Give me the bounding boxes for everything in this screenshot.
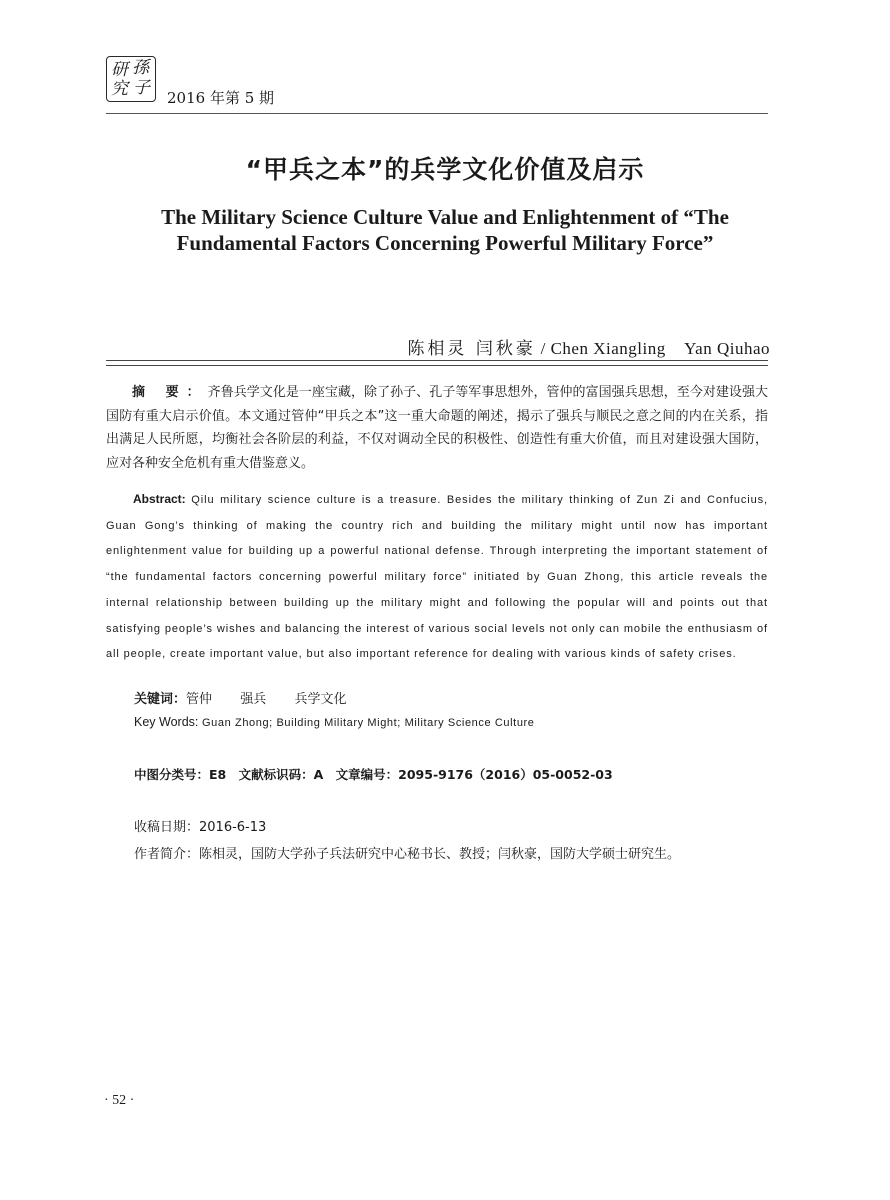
logo-char: 子 [133,78,150,98]
keywords-english [134,715,535,729]
keywords-english-label: Key Words: [134,715,199,729]
authors-separator: / [535,339,551,358]
logo-char: 孫 [132,58,149,78]
title-chinese: “甲兵之本”的兵学文化价值及启示 [245,155,645,184]
logo-char: 研 [111,60,128,80]
title-english-line-1: The Military Science Culture Value and Enlightenment of “The [161,205,729,229]
author-divider-top [106,360,768,361]
abstract-chinese [106,381,768,475]
abstract-chinese-text: 齐鲁兵学文化是一座宝藏，除了孙子、孔子等军事思想外，管仲的富国强兵思想，至今对建设强大国防有重大启示价值。本文通过管仲“甲兵之本”这一重大命题的阐述，揭示了强兵与顺民之意之间的内在关系，指出满足人民所愿，均衡社会各阶层的利益，不仅对调动全民的积极性、创造性有重大价值，而且对建设强大国防，应对各种安全危机有重大借鉴意义。 [106,385,768,471]
keywords-chinese-values: 管仲 强兵 兵学文化 [186,692,347,707]
author-bio: 作者简介：陈相灵，国防大学孙子兵法研究中心秘书长、教授；闫秋豪，国防大学硕士研究生。 [134,847,681,862]
abstract-chinese-label: 摘 要： [132,385,208,400]
authors [407,334,770,359]
keywords-chinese [134,688,347,707]
received-date: 收稿日期：2016-6-13 [134,820,267,835]
abstract-english [106,487,768,668]
journal-issue: 2016 年第 5 期 [167,89,275,107]
authors-chinese: 陈相灵 闫秋豪 [407,339,536,359]
logo-char: 究 [111,79,128,99]
title-english [0,204,890,256]
document-code: 文献标识码：A [238,767,324,782]
article-number: 文章编号：2095-9176（2016）05-0052-03 [335,767,613,782]
classification-line [134,765,621,783]
authors-english: Chen Xiangling Yan Qiuhao [550,339,770,358]
keywords-chinese-label: 关键词： [134,692,187,707]
title-english-line-2: Fundamental Factors Concerning Powerful Military Force” [176,231,714,255]
author-divider-bottom [106,365,768,366]
header-divider [106,113,768,114]
page-number: · 52 · [104,1093,135,1108]
journal-logo [106,56,156,102]
clc-number: 中图分类号：E8 [134,767,227,782]
keywords-english-values: Guan Zhong; Building Military Might; Military Science Culture [198,717,535,729]
abstract-english-label: Abstract: [133,492,186,506]
abstract-english-text: Qilu military science culture is a treasure. Besides the military thinking of Zun Zi and Confucius, Guan Gong’s thinking of making the country rich and building the military might until now has important enlightenment value for building up a powerful national defense. Through interpreting the important statement of “the fundamental factors concerning powerful military force” initiated by Guan Zhong, this article reveals the internal relationship between building up the military might and following the popular will and points out that satisfying people’s wishes and balancing the interest of various social levels not only can mobile the enthusiasm of all people, create important value, but also important reference for dealing with various kinds of safety crises. [106,494,768,661]
